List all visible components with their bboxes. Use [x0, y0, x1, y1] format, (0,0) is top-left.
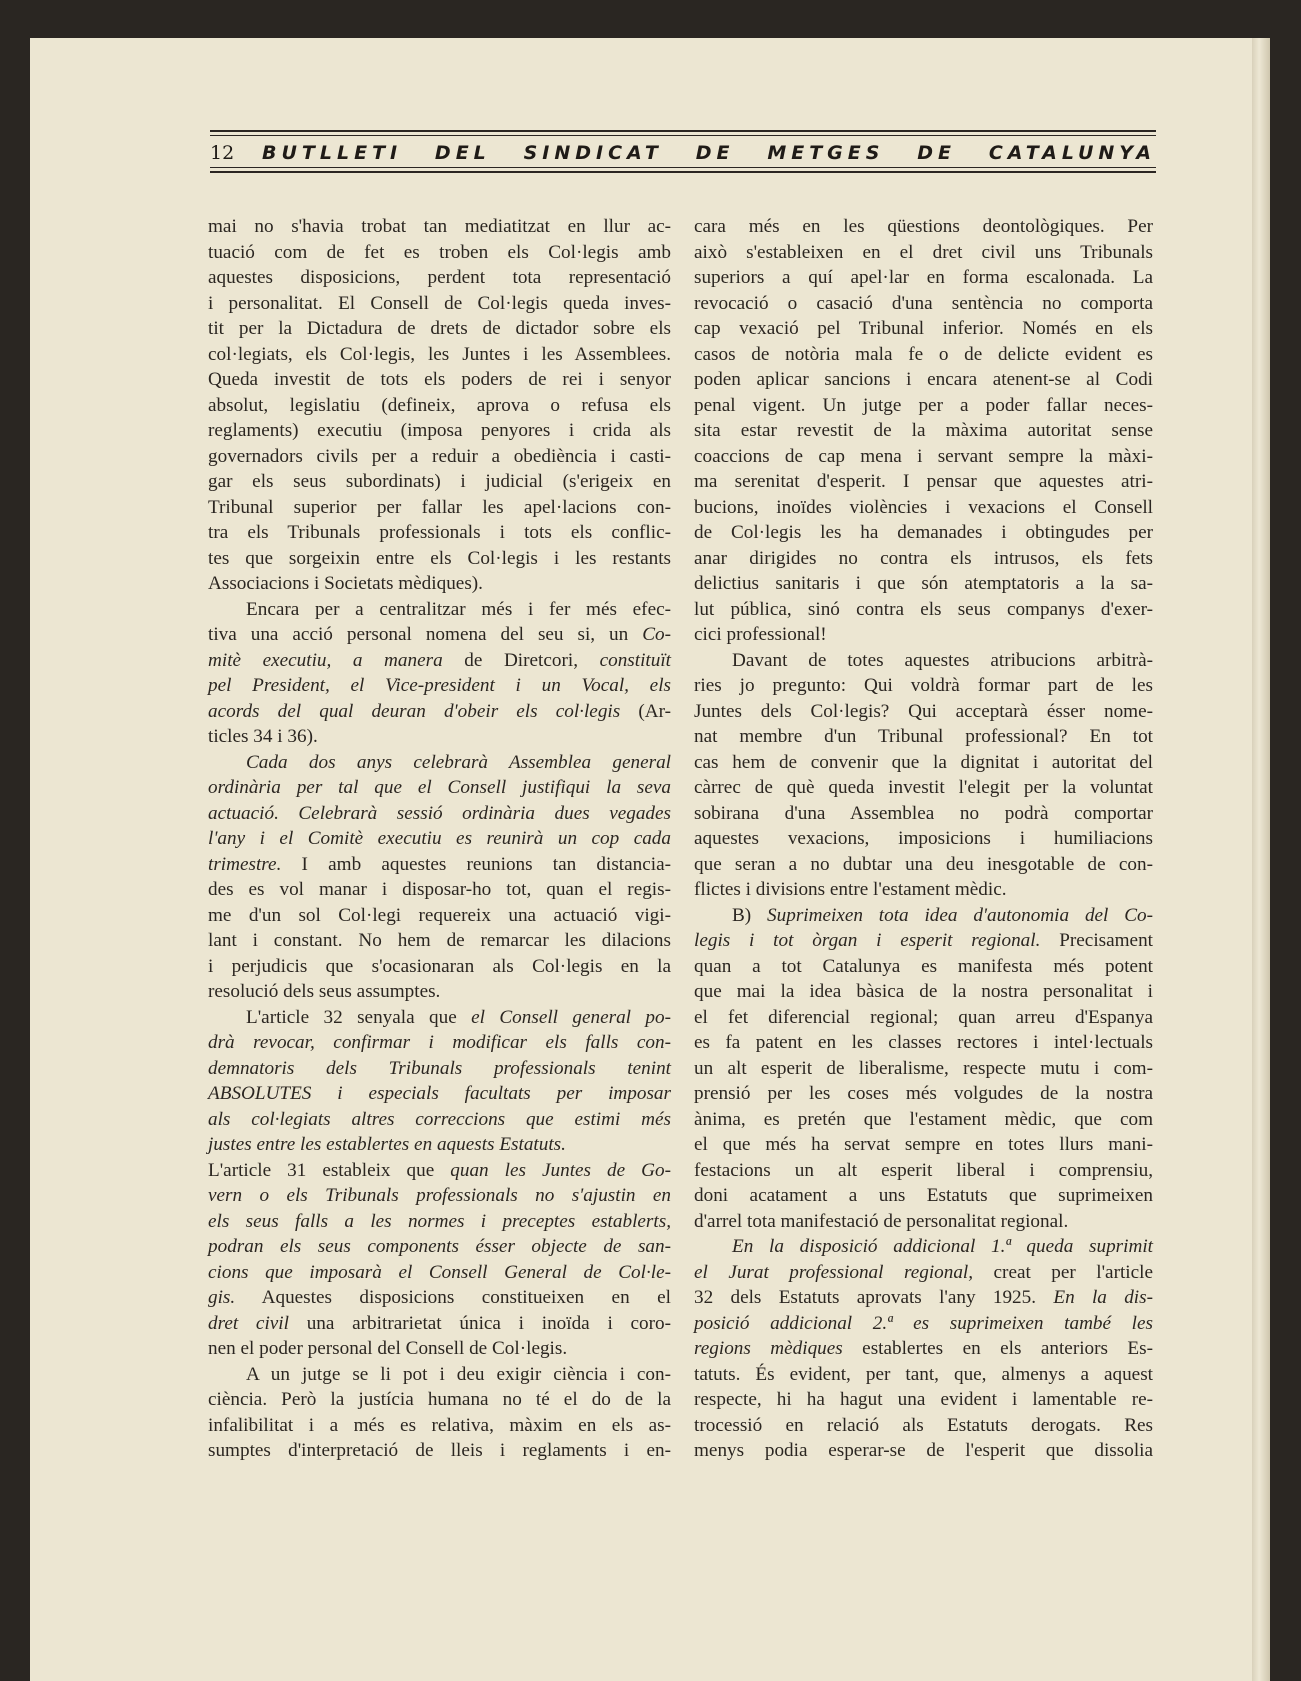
text-segment: doni acatament a uns Estatuts que suprimeixen	[694, 1185, 1153, 1206]
text-segment: d'arrel tota manifestació de personalitat regional.	[694, 1210, 1069, 1232]
title-word: BUTLLETI	[262, 142, 403, 164]
text-line	[694, 571, 1153, 597]
text-line	[694, 1005, 1153, 1031]
text-segment: el fet diferencial regional; quan arreu d'Espanya	[694, 1006, 1153, 1028]
text-line	[208, 495, 671, 521]
text-segment: ABSOLUTES i especials facultats per imposar	[208, 1083, 671, 1104]
text-line	[694, 673, 1153, 699]
text-line	[208, 1285, 671, 1311]
text-segment: i personalitat. El Consell de Col·legis queda inves-	[208, 292, 671, 314]
text-line	[694, 1056, 1153, 1082]
text-line	[694, 928, 1153, 954]
text-segment: Cada dos anys celebrarà Assemblea general	[246, 751, 671, 773]
text-line	[694, 1234, 1153, 1260]
text-line	[208, 801, 671, 827]
text-segment: una arbitrarietat única i inoïda i coro-	[288, 1312, 671, 1334]
text-segment: cap vexació pel Tribunal inferior. Només en els	[694, 318, 1153, 339]
text-segment: un alt esperit de liberalisme, respecte mutu i com-	[694, 1057, 1153, 1079]
text-segment: tuació com de fet es troben els Col·legis amb	[208, 241, 671, 263]
text-line	[694, 979, 1153, 1005]
text-segment: sumptes d'interpretació de lleis i reglaments i en-	[208, 1440, 671, 1461]
text-segment: superiors a quí apel·lar en forma escalonada. La	[694, 267, 1153, 288]
text-segment: Co-	[642, 624, 671, 645]
text-segment: Encara per a centralitzar més i fer més efec-	[246, 598, 671, 620]
text-segment: ticles 34 i 36).	[208, 726, 318, 747]
text-line	[694, 1183, 1153, 1209]
text-segment: poden aplicar sancions i encara atenent-se al Codi	[694, 369, 1153, 390]
text-line	[694, 1413, 1153, 1439]
text-line	[208, 1081, 671, 1107]
text-segment: flictes i divisions entre l'estament mèdic.	[694, 879, 1007, 900]
header-rule-bottom-thin	[210, 167, 1156, 168]
text-line	[694, 265, 1153, 291]
text-line	[208, 393, 671, 419]
text-segment: gis.	[208, 1287, 236, 1308]
text-segment: anar dirigides no contra els intrusos, els fets	[694, 547, 1153, 569]
text-line	[694, 469, 1153, 495]
text-line	[694, 699, 1153, 725]
text-segment: Associacions i Societats mèdiques).	[208, 573, 483, 594]
text-line	[694, 1081, 1153, 1107]
text-line	[694, 852, 1153, 878]
text-segment: de Diretcori,	[442, 649, 600, 671]
text-segment: establertes en els anteriors Es-	[842, 1338, 1153, 1359]
text-line	[694, 214, 1153, 240]
text-segment: trocessió en relació als Estatuts derogats. Res	[694, 1414, 1153, 1436]
text-line	[208, 240, 671, 266]
text-segment: tra els Tribunals professionals i tots els conflic-	[208, 522, 671, 543]
text-line	[694, 750, 1153, 776]
text-segment: pel President, el Vice-president i un Vocal, els	[208, 675, 671, 696]
text-segment: ànima, es pretén que l'estament mèdic, que com	[694, 1108, 1153, 1130]
text-line	[208, 775, 671, 801]
text-line	[208, 1362, 671, 1388]
text-segment: I amb aquestes reunions tan distancia-	[281, 853, 671, 875]
text-line	[694, 724, 1153, 750]
text-segment: dret civil	[208, 1312, 289, 1334]
text-line	[694, 1030, 1153, 1056]
text-segment: Aquestes disposicions constitueixen en el	[235, 1287, 671, 1308]
text-line	[208, 571, 671, 597]
text-segment: nen el poder personal del Consell de Col·legis.	[208, 1338, 568, 1359]
text-line	[694, 801, 1153, 827]
text-line	[694, 1260, 1153, 1286]
text-segment: ordinària per tal que el Consell justifiqui la seva	[208, 777, 671, 798]
text-column-right	[694, 214, 1153, 1464]
text-segment: mitè executiu, a manera	[208, 649, 443, 671]
text-line	[208, 724, 671, 750]
text-segment: festacions un alt esperit liberal i comprensiu,	[694, 1159, 1153, 1181]
text-segment: gar els seus subordinats) i judicial (s'erigeix en	[208, 471, 671, 492]
text-segment: creat per l'article	[973, 1261, 1153, 1283]
text-line	[208, 1132, 671, 1158]
text-segment: B)	[732, 904, 768, 926]
text-segment: resolució dels seus assumptes.	[208, 981, 441, 1002]
text-line	[208, 367, 671, 393]
text-line	[208, 852, 671, 878]
text-segment: actuació. Celebrarà sessió ordinària dues vegades	[208, 802, 671, 824]
text-segment: absolut, legislatiu (defineix, aprova o refusa els	[208, 394, 671, 416]
text-segment: penal vigent. Un jutge per a poder fallar neces-	[694, 394, 1153, 416]
text-segment: En la disposició addicional 1.ª queda suprimit	[732, 1236, 1153, 1257]
title-word: DEL	[434, 142, 491, 164]
text-segment: casos de notòria mala fe o de delicte evident es	[694, 343, 1153, 365]
text-segment: Juntes dels Col·legis? Qui acceptarà ésser nome-	[694, 700, 1153, 722]
page-number: 12	[210, 142, 235, 164]
text-segment: mai no s'havia trobat tan mediatitzat en llur ac-	[208, 216, 671, 237]
text-segment: prensió per les coses més volgudes de la nostra	[694, 1083, 1153, 1104]
text-segment: nat membre d'un Tribunal professional? En tot	[694, 726, 1153, 747]
text-line	[694, 775, 1153, 801]
text-line	[208, 444, 671, 470]
text-segment: drà revocar, confirmar i modificar els falls con-	[208, 1032, 671, 1053]
text-segment: podran els seus components ésser objecte de san-	[208, 1236, 671, 1257]
text-segment: Suprimeixen tota idea d'autonomia del Co-	[767, 904, 1154, 926]
text-line	[208, 1438, 671, 1464]
text-segment: quan a tot Catalunya es manifesta més potent	[694, 955, 1153, 977]
header-rule-bottom	[210, 171, 1156, 173]
text-line	[208, 214, 671, 240]
text-segment: ries jo pregunto: Qui voldrà formar part de les	[694, 675, 1153, 696]
text-line	[208, 316, 671, 342]
text-line	[208, 699, 671, 725]
title-word: CATALUNYA	[988, 142, 1156, 164]
text-segment: sita estar revestit de la màxima autoritat sense	[694, 420, 1153, 441]
text-segment: me d'un sol Col·legi requereix una actuació vigi-	[208, 904, 671, 926]
text-segment: ciència. Però la justícia humana no té el do de la	[208, 1389, 671, 1410]
text-segment: 32 dels Estatuts aprovats l'any 1925.	[694, 1287, 1054, 1308]
text-segment: revocació o casació d'una sentència no comporta	[694, 292, 1153, 314]
text-segment: vern o els Tribunals professionals no s'ajustin en	[208, 1185, 671, 1206]
text-segment: delictius sanitaris i que són atemptatoris a la sa-	[694, 573, 1153, 594]
running-header	[210, 140, 1156, 166]
text-segment: quan les Juntes de Go-	[450, 1159, 671, 1181]
text-segment: als col·legiats altres correccions que estimi més	[208, 1108, 671, 1130]
text-segment: els seus falls a les normes i preceptes establerts,	[208, 1210, 671, 1232]
text-segment: ma serenitat d'esperit. I pensar que aquestes atri-	[694, 471, 1153, 492]
text-segment: trimestre.	[208, 853, 282, 875]
text-line	[694, 444, 1153, 470]
text-segment: de Col·legis les ha demanades i obtingudes per	[694, 522, 1153, 543]
text-line	[694, 1438, 1153, 1464]
text-segment: cions que imposarà el Consell General de Col·le-	[208, 1261, 671, 1283]
text-line	[694, 1107, 1153, 1133]
text-line	[694, 877, 1153, 903]
text-line	[208, 1387, 671, 1413]
text-column-left	[208, 214, 671, 1464]
text-segment: que mai la idea bàsica de la nostra personalitat i	[694, 981, 1153, 1002]
text-segment: això s'estableixen en el dret civil uns Tribunals	[694, 241, 1153, 263]
text-segment: tit per la Dictadura de drets de dictador sobre els	[208, 318, 671, 339]
text-segment: tiva una acció personal nomena del seu si, un	[208, 624, 643, 645]
text-line	[694, 1387, 1153, 1413]
text-line	[208, 597, 671, 623]
text-segment: aquestes disposicions, perdent tota representació	[208, 267, 671, 288]
text-segment: i perjudicis que s'ocasionaran als Col·legis en la	[208, 955, 671, 977]
text-line	[694, 316, 1153, 342]
text-segment: regions mèdiques	[694, 1338, 843, 1359]
text-segment: legis i tot òrgan i esperit regional.	[694, 930, 1041, 951]
header-rule-top	[210, 130, 1156, 132]
text-segment: cas hem de convenir que la dignitat i autoritat del	[694, 751, 1153, 773]
title-word: DE	[695, 142, 735, 164]
text-line	[208, 648, 671, 674]
text-line	[208, 1056, 671, 1082]
text-segment: A un jutge se li pot i deu exigir ciència i con-	[246, 1363, 671, 1385]
text-line	[208, 291, 671, 317]
text-line	[694, 367, 1153, 393]
text-line	[208, 1005, 671, 1031]
text-line	[694, 495, 1153, 521]
text-line	[694, 1336, 1153, 1362]
text-segment: lant i constant. No hem de remarcar les dilacions	[208, 930, 671, 951]
text-segment: des es vol manar i disposar-ho tot, quan el regis-	[208, 879, 671, 900]
text-segment: coaccions de cap mena i servant sempre la màxi-	[694, 445, 1153, 467]
text-line	[208, 979, 671, 1005]
text-line	[208, 1234, 671, 1260]
text-segment: L'article 31 estableix que	[208, 1159, 451, 1181]
text-segment: cara més en les qüestions deontològiques. Per	[694, 216, 1153, 237]
text-line	[208, 469, 671, 495]
text-line	[694, 622, 1153, 648]
text-line	[208, 1209, 671, 1235]
text-segment: reglaments) executiu (imposa penyores i crida als	[208, 420, 671, 441]
page-edge	[1252, 38, 1270, 1681]
text-segment: cici professional!	[694, 624, 827, 645]
text-line	[208, 622, 671, 648]
text-segment: es fa patent en les classes rectores i intel·lectuals	[694, 1032, 1153, 1053]
text-line	[208, 342, 671, 368]
text-segment: l'any i el Comitè executiu es reunirà un cop cada	[208, 828, 671, 849]
text-segment: el Consell general po-	[471, 1006, 671, 1028]
text-segment: Queda investit de tots els poders de rei i senyor	[208, 369, 671, 390]
text-line	[694, 903, 1153, 929]
text-segment: tatuts. És evident, per tant, que, almenys a aquest	[694, 1363, 1153, 1385]
text-segment: lut pública, sinó contra els seus companys d'exer-	[694, 598, 1153, 620]
text-line	[694, 826, 1153, 852]
text-line	[208, 1260, 671, 1286]
text-segment: aquestes vexacions, imposicions i humiliacions	[694, 828, 1153, 849]
text-line	[694, 520, 1153, 546]
text-segment: infalibilitat i a més es relativa, màxim en els as-	[208, 1414, 671, 1436]
text-line	[208, 546, 671, 572]
journal-title	[262, 142, 1156, 164]
text-line	[694, 418, 1153, 444]
text-line	[208, 673, 671, 699]
text-line	[694, 648, 1153, 674]
text-segment: Davant de totes aquestes atribucions arbitrà-	[732, 649, 1153, 671]
text-line	[208, 1030, 671, 1056]
text-segment: Precisament	[1040, 930, 1153, 951]
header-rule-top-thin	[210, 135, 1156, 136]
text-line	[694, 393, 1153, 419]
text-line	[694, 954, 1153, 980]
text-segment: respecte, hi ha hagut una evident i lamentable re-	[694, 1389, 1153, 1410]
text-segment: càrrec de què queda investit l'elegit per la voluntat	[694, 777, 1153, 798]
title-word: DE	[917, 142, 957, 164]
text-segment: sobirana d'una Assemblea no podrà comportar	[694, 802, 1153, 824]
text-line	[208, 1158, 671, 1184]
text-line	[208, 877, 671, 903]
text-segment: justes entre les establertes en aquests Estatuts.	[208, 1134, 566, 1155]
text-line	[694, 1209, 1153, 1235]
text-line	[208, 954, 671, 980]
text-segment: L'article 32 senyala que	[246, 1006, 472, 1028]
text-line	[694, 1132, 1153, 1158]
text-segment: En la dis-	[1053, 1287, 1153, 1308]
text-segment: el que més ha servat sempre en totes llurs mani-	[694, 1134, 1153, 1155]
text-line	[208, 520, 671, 546]
text-line	[208, 750, 671, 776]
text-line	[694, 291, 1153, 317]
text-line	[694, 1311, 1153, 1337]
text-line	[208, 265, 671, 291]
text-segment: posició addicional 2.ª es suprimeixen també les	[694, 1312, 1153, 1334]
text-segment: governadors civils per a reduir a obediència i casti-	[208, 445, 671, 467]
text-segment: tes que sorgeixin entre els Col·legis i les restants	[208, 547, 671, 569]
text-segment: que seran a no dubtar una deu inesgotable de con-	[694, 853, 1153, 875]
text-segment: menys podia esperar-se de l'esperit que dissolia	[694, 1440, 1153, 1461]
text-segment: constituït	[599, 649, 671, 671]
text-line	[208, 1311, 671, 1337]
text-line	[208, 1413, 671, 1439]
text-line	[208, 418, 671, 444]
text-line	[208, 1107, 671, 1133]
text-segment: el Jurat professional regional,	[694, 1261, 974, 1283]
text-line	[694, 240, 1153, 266]
text-segment: bucions, inoïdes violències i vexacions el Consell	[694, 496, 1153, 518]
text-line	[208, 1336, 671, 1362]
text-line	[208, 1183, 671, 1209]
text-line	[694, 342, 1153, 368]
text-line	[208, 928, 671, 954]
text-segment: acords del qual deuran d'obeir els col·legis	[208, 700, 621, 722]
text-line	[694, 1362, 1153, 1388]
text-line	[694, 1285, 1153, 1311]
text-segment: Tribunal superior per fallar les apel·lacions con-	[208, 496, 671, 518]
text-segment: (Ar-	[620, 700, 671, 722]
text-line	[208, 903, 671, 929]
text-line	[694, 546, 1153, 572]
text-segment: col·legiats, els Col·legis, les Juntes i les Assemblees.	[208, 343, 671, 365]
text-line	[694, 597, 1153, 623]
title-word: SINDICAT	[523, 142, 663, 164]
text-line	[208, 826, 671, 852]
text-segment: demnatoris dels Tribunals professionals tenint	[208, 1057, 671, 1079]
title-word: METGES	[767, 142, 885, 164]
text-line	[694, 1158, 1153, 1184]
